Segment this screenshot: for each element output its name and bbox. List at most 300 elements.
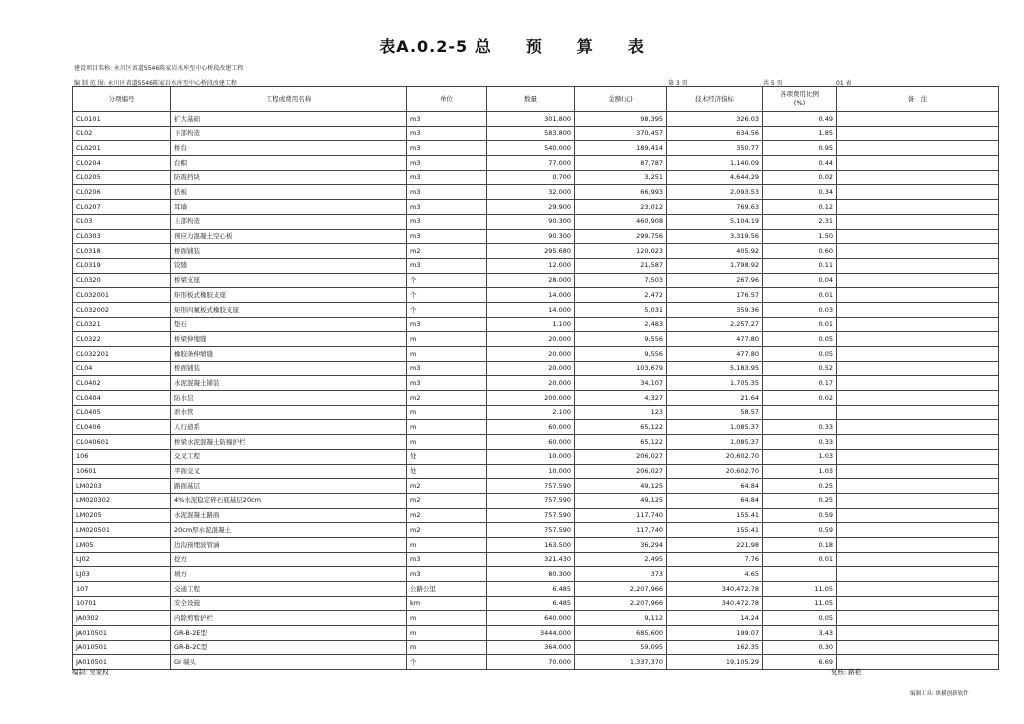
row-index: 405.92 [667, 244, 763, 259]
row-remark [837, 523, 999, 538]
row-unit: m3 [407, 126, 487, 141]
row-code: CL04 [73, 361, 171, 376]
row-name: 桥面铺装 [171, 361, 407, 376]
row-pct: 11.05 [763, 596, 837, 611]
row-unit: 个 [407, 655, 487, 670]
row-pct: 0.44 [763, 156, 837, 171]
row-remark [837, 376, 999, 391]
row-remark [837, 464, 999, 479]
row-name: 台帽 [171, 156, 407, 171]
row-name: 矩形四氟板式橡胶支座 [171, 302, 407, 317]
scope-text: 编 制 范 围: 永川区省道S546陈家岩水库至中心桥段改建工程 [74, 80, 237, 87]
row-code: LM0203 [73, 479, 171, 494]
table-number: 01 表 [836, 80, 852, 87]
row-amount: 59,095 [575, 640, 667, 655]
row-name: 桥台 [171, 141, 407, 156]
row-remark [837, 567, 999, 582]
row-code: CL03 [73, 214, 171, 229]
table-row [73, 552, 999, 567]
row-code: LM020302 [73, 493, 171, 508]
row-qty: 583.800 [487, 126, 575, 141]
row-pct: 0.60 [763, 244, 837, 259]
row-qty: 0.700 [487, 170, 575, 185]
row-qty: 29.900 [487, 200, 575, 215]
row-name: GR-B-2C型 [171, 640, 407, 655]
row-amount: 685,600 [575, 626, 667, 641]
row-qty: 60.000 [487, 420, 575, 435]
row-qty: 364.000 [487, 640, 575, 655]
row-qty: 10.000 [487, 449, 575, 464]
row-name: 橡胶条伸缩缝 [171, 347, 407, 362]
row-index: 1,140.09 [667, 156, 763, 171]
row-remark [837, 273, 999, 288]
row-pct: 0.01 [763, 317, 837, 332]
row-name: 安全设施 [171, 596, 407, 611]
row-qty: 6.485 [487, 582, 575, 597]
row-code: CL0404 [73, 391, 171, 406]
row-amount: 2,483 [575, 317, 667, 332]
row-remark [837, 582, 999, 597]
table-row [73, 214, 999, 229]
row-amount: 123 [575, 405, 667, 420]
row-qty: 757.590 [487, 523, 575, 538]
row-amount: 373 [575, 567, 667, 582]
row-index: 155.41 [667, 523, 763, 538]
row-remark [837, 435, 999, 450]
row-code: CL0405 [73, 405, 171, 420]
row-pct: 0.34 [763, 185, 837, 200]
row-unit: m [407, 435, 487, 450]
row-index: 340,472.78 [667, 582, 763, 597]
row-remark [837, 229, 999, 244]
row-amount: 103,679 [575, 361, 667, 376]
row-amount: 117,740 [575, 523, 667, 538]
row-code: CL032201 [73, 347, 171, 362]
row-code: CL0303 [73, 229, 171, 244]
table-row [73, 361, 999, 376]
row-index: 477.80 [667, 332, 763, 347]
row-amount: 2,207,966 [575, 596, 667, 611]
row-pct [763, 405, 837, 420]
row-unit: m [407, 420, 487, 435]
row-code: CL0406 [73, 420, 171, 435]
row-amount: 36,294 [575, 537, 667, 552]
row-remark [837, 258, 999, 273]
row-code: LM05 [73, 537, 171, 552]
row-index: 162.35 [667, 640, 763, 655]
row-name: 桥面铺装 [171, 244, 407, 259]
row-amount: 2,207,966 [575, 582, 667, 597]
row-pct: 0.33 [763, 420, 837, 435]
row-pct: 0.05 [763, 611, 837, 626]
row-unit: m [407, 405, 487, 420]
row-code: JA010501 [73, 640, 171, 655]
row-qty: 20.000 [487, 347, 575, 362]
row-remark [837, 508, 999, 523]
row-qty: 3444.000 [487, 626, 575, 641]
row-pct: 1.03 [763, 464, 837, 479]
row-index: 58.57 [667, 405, 763, 420]
row-pct: 3.43 [763, 626, 837, 641]
row-unit: 个 [407, 302, 487, 317]
row-code: CL0319 [73, 258, 171, 273]
row-remark [837, 244, 999, 259]
row-pct: 0.12 [763, 200, 837, 215]
row-code: CL0207 [73, 200, 171, 215]
col-header-pct [763, 87, 837, 112]
row-remark [837, 552, 999, 567]
col-header-unit: 单位 [407, 87, 487, 112]
row-qty: 163.500 [487, 537, 575, 552]
row-remark [837, 420, 999, 435]
row-code: CL032001 [73, 288, 171, 303]
row-code: CL02 [73, 126, 171, 141]
row-index: 19,105.29 [667, 655, 763, 670]
row-unit: m3 [407, 112, 487, 127]
row-index: 14.24 [667, 611, 763, 626]
row-index: 21.64 [667, 391, 763, 406]
row-amount: 23,012 [575, 200, 667, 215]
table-row [73, 112, 999, 127]
row-name: 路面基层 [171, 479, 407, 494]
row-remark [837, 200, 999, 215]
row-index: 5,104.19 [667, 214, 763, 229]
row-name: 20cm厚水泥混凝土 [171, 523, 407, 538]
row-index: 2,093.53 [667, 185, 763, 200]
reviewer-label: 复核: 路艳 [831, 668, 862, 676]
row-amount: 9,556 [575, 347, 667, 362]
row-index: 20,602.70 [667, 449, 763, 464]
row-index: 176.57 [667, 288, 763, 303]
row-amount: 9,112 [575, 611, 667, 626]
row-amount: 370,457 [575, 126, 667, 141]
row-qty: 757.590 [487, 479, 575, 494]
row-unit: m3 [407, 317, 487, 332]
row-remark [837, 537, 999, 552]
row-amount: 66,993 [575, 185, 667, 200]
row-qty: 1.100 [487, 317, 575, 332]
row-unit: m [407, 537, 487, 552]
row-index: 267.96 [667, 273, 763, 288]
project-name-line: 建设项目名称: 永川区省道S546陈家岩水库至中心桥段改建工程 [74, 65, 244, 72]
row-amount: 2,472 [575, 288, 667, 303]
row-code: 10701 [73, 596, 171, 611]
row-remark [837, 156, 999, 171]
row-remark [837, 640, 999, 655]
row-unit: m3 [407, 552, 487, 567]
row-qty: 301.800 [487, 112, 575, 127]
row-index: 199.07 [667, 626, 763, 641]
row-code: CL0402 [73, 376, 171, 391]
row-code: JA010501 [73, 626, 171, 641]
row-name: 桥梁伸缩缝 [171, 332, 407, 347]
row-index: 221.98 [667, 537, 763, 552]
table-row [73, 258, 999, 273]
row-name: 下部构造 [171, 126, 407, 141]
table-row [73, 141, 999, 156]
row-index: 769.63 [667, 200, 763, 215]
row-qty: 32.000 [487, 185, 575, 200]
row-pct: 0.25 [763, 479, 837, 494]
row-amount: 120,023 [575, 244, 667, 259]
row-unit: m3 [407, 229, 487, 244]
row-qty: 28.000 [487, 273, 575, 288]
row-name: 水泥混凝土路面 [171, 508, 407, 523]
row-amount: 206,027 [575, 449, 667, 464]
row-pct: 6.69 [763, 655, 837, 670]
row-index: 340,472.78 [667, 596, 763, 611]
col-header-name: 工程或费用名称 [171, 87, 407, 112]
row-name: GR-B-2E型 [171, 626, 407, 641]
row-remark [837, 449, 999, 464]
table-row [73, 376, 999, 391]
row-name: 4%水泥稳定碎石底基层20cm [171, 493, 407, 508]
row-code: LJ03 [73, 567, 171, 582]
table-row [73, 229, 999, 244]
budget-table [72, 86, 999, 670]
row-pct: 0.49 [763, 112, 837, 127]
table-row [73, 567, 999, 582]
table-row [73, 244, 999, 259]
row-unit: m3 [407, 361, 487, 376]
row-remark [837, 391, 999, 406]
row-pct: 1.85 [763, 126, 837, 141]
row-name: 填方 [171, 567, 407, 582]
row-unit: km [407, 596, 487, 611]
row-qty: 10.000 [487, 464, 575, 479]
row-pct: 0.02 [763, 391, 837, 406]
row-remark [837, 214, 999, 229]
table-row [73, 273, 999, 288]
row-name: 桥梁支座 [171, 273, 407, 288]
row-unit: m2 [407, 479, 487, 494]
row-pct: 0.04 [763, 273, 837, 288]
row-index: 64.84 [667, 493, 763, 508]
row-name: 垫石 [171, 317, 407, 332]
row-pct: 0.05 [763, 347, 837, 362]
row-unit: m [407, 347, 487, 362]
row-pct: 0.01 [763, 288, 837, 303]
row-pct: 0.18 [763, 537, 837, 552]
row-unit: 公路公里 [407, 582, 487, 597]
row-qty: 757.590 [487, 508, 575, 523]
table-row [73, 508, 999, 523]
col-header-remark: 备 注 [837, 87, 999, 112]
table-row [73, 640, 999, 655]
row-qty: 2.100 [487, 405, 575, 420]
row-code: CL0201 [73, 141, 171, 156]
row-index: 634.56 [667, 126, 763, 141]
table-row [73, 611, 999, 626]
row-code: 107 [73, 582, 171, 597]
row-index: 5,183.95 [667, 361, 763, 376]
row-amount: 206,027 [575, 464, 667, 479]
row-index: 1,085.37 [667, 420, 763, 435]
row-remark [837, 479, 999, 494]
row-name: 上部构造 [171, 214, 407, 229]
row-index: 4,644.29 [667, 170, 763, 185]
row-remark [837, 493, 999, 508]
table-row [73, 596, 999, 611]
row-remark [837, 347, 999, 362]
table-body [73, 112, 999, 670]
row-code: LM020501 [73, 523, 171, 538]
row-qty: 200.000 [487, 391, 575, 406]
row-unit: m3 [407, 141, 487, 156]
row-qty: 90.300 [487, 229, 575, 244]
row-index: 1,798.92 [667, 258, 763, 273]
table-row [73, 493, 999, 508]
row-remark [837, 126, 999, 141]
row-name: 交通工程 [171, 582, 407, 597]
table-header-row [73, 87, 999, 112]
row-pct: 0.17 [763, 376, 837, 391]
row-qty: 757.590 [487, 493, 575, 508]
row-remark [837, 626, 999, 641]
page-number: 第 3 页 [668, 80, 688, 87]
row-unit: 个 [407, 288, 487, 303]
table-row [73, 449, 999, 464]
row-index: 20,602.70 [667, 464, 763, 479]
row-qty: 540.000 [487, 141, 575, 156]
row-amount: 21,587 [575, 258, 667, 273]
row-name: 矩形板式橡胶支座 [171, 288, 407, 303]
row-remark [837, 596, 999, 611]
table-row [73, 126, 999, 141]
row-pct: 0.59 [763, 508, 837, 523]
row-code: CL032002 [73, 302, 171, 317]
table-row [73, 170, 999, 185]
row-pct: 0.05 [763, 332, 837, 347]
row-unit: m2 [407, 523, 487, 538]
row-remark [837, 112, 999, 127]
row-name: 扩大基础 [171, 112, 407, 127]
row-qty: 20.000 [487, 361, 575, 376]
row-pct: 0.02 [763, 170, 837, 185]
row-pct [763, 567, 837, 582]
row-code: JA0302 [73, 611, 171, 626]
row-pct: 0.33 [763, 435, 837, 450]
row-qty: 14.000 [487, 288, 575, 303]
row-remark [837, 170, 999, 185]
table-row [73, 332, 999, 347]
row-amount: 65,122 [575, 435, 667, 450]
row-unit: m3 [407, 567, 487, 582]
row-amount: 299,756 [575, 229, 667, 244]
row-remark [837, 317, 999, 332]
table-row [73, 391, 999, 406]
row-qty: 70.000 [487, 655, 575, 670]
row-unit: m3 [407, 185, 487, 200]
row-amount: 65,122 [575, 420, 667, 435]
row-index: 359.36 [667, 302, 763, 317]
row-unit: m2 [407, 508, 487, 523]
row-amount: 460,908 [575, 214, 667, 229]
table-row [73, 405, 999, 420]
row-amount: 9,556 [575, 332, 667, 347]
page-total: 共 5 页 [763, 80, 783, 87]
row-qty: 20.000 [487, 376, 575, 391]
table-row [73, 435, 999, 450]
table-row [73, 537, 999, 552]
table-row [73, 464, 999, 479]
row-name: 防水层 [171, 391, 407, 406]
row-amount: 4,327 [575, 391, 667, 406]
row-code: 10601 [73, 464, 171, 479]
table-row [73, 582, 999, 597]
row-qty: 20.000 [487, 332, 575, 347]
row-amount: 98,395 [575, 112, 667, 127]
row-unit: m3 [407, 258, 487, 273]
row-qty: 321.430 [487, 552, 575, 567]
row-amount: 34,107 [575, 376, 667, 391]
row-amount: 189,414 [575, 141, 667, 156]
row-pct: 1.50 [763, 229, 837, 244]
row-code: JA010501 [73, 655, 171, 670]
row-name: 边沟预埋波管涵 [171, 537, 407, 552]
row-remark [837, 288, 999, 303]
row-pct: 0.11 [763, 258, 837, 273]
row-index: 2,257.27 [667, 317, 763, 332]
row-code: CL0320 [73, 273, 171, 288]
table-row [73, 302, 999, 317]
row-amount: 87,787 [575, 156, 667, 171]
row-unit: 处 [407, 449, 487, 464]
row-unit: m3 [407, 170, 487, 185]
editor-label: 编制: 吴家权 [72, 668, 109, 676]
row-unit: m [407, 640, 487, 655]
row-index: 7.76 [667, 552, 763, 567]
row-amount: 2,495 [575, 552, 667, 567]
col-header-code: 分项编号 [73, 87, 171, 112]
row-name: 预应力混凝土空心板 [171, 229, 407, 244]
table-row [73, 185, 999, 200]
row-qty: 6.485 [487, 596, 575, 611]
row-code: CL0321 [73, 317, 171, 332]
row-pct: 0.01 [763, 552, 837, 567]
table-row [73, 317, 999, 332]
row-remark [837, 405, 999, 420]
row-remark [837, 332, 999, 347]
row-pct: 0.30 [763, 640, 837, 655]
row-qty: 12.000 [487, 258, 575, 273]
row-code: CL0204 [73, 156, 171, 171]
row-index: 64.84 [667, 479, 763, 494]
row-unit: m3 [407, 200, 487, 215]
row-pct: 0.95 [763, 141, 837, 156]
row-name: 挖方 [171, 552, 407, 567]
row-unit: m2 [407, 391, 487, 406]
row-qty: 80.300 [487, 567, 575, 582]
row-pct: 2.31 [763, 214, 837, 229]
table-row [73, 200, 999, 215]
table-row [73, 288, 999, 303]
row-amount: 117,740 [575, 508, 667, 523]
row-amount: 3,251 [575, 170, 667, 185]
row-name: 泄水管 [171, 405, 407, 420]
row-qty: 90.300 [487, 214, 575, 229]
row-index: 1,705.35 [667, 376, 763, 391]
row-amount: 7,503 [575, 273, 667, 288]
col-header-amount: 金额(元) [575, 87, 667, 112]
row-name: 内除剪暂护栏 [171, 611, 407, 626]
row-index: 1,085.37 [667, 435, 763, 450]
row-code: CL0318 [73, 244, 171, 259]
row-remark [837, 302, 999, 317]
table-row [73, 523, 999, 538]
row-pct: 1.03 [763, 449, 837, 464]
row-name: 搭板 [171, 185, 407, 200]
